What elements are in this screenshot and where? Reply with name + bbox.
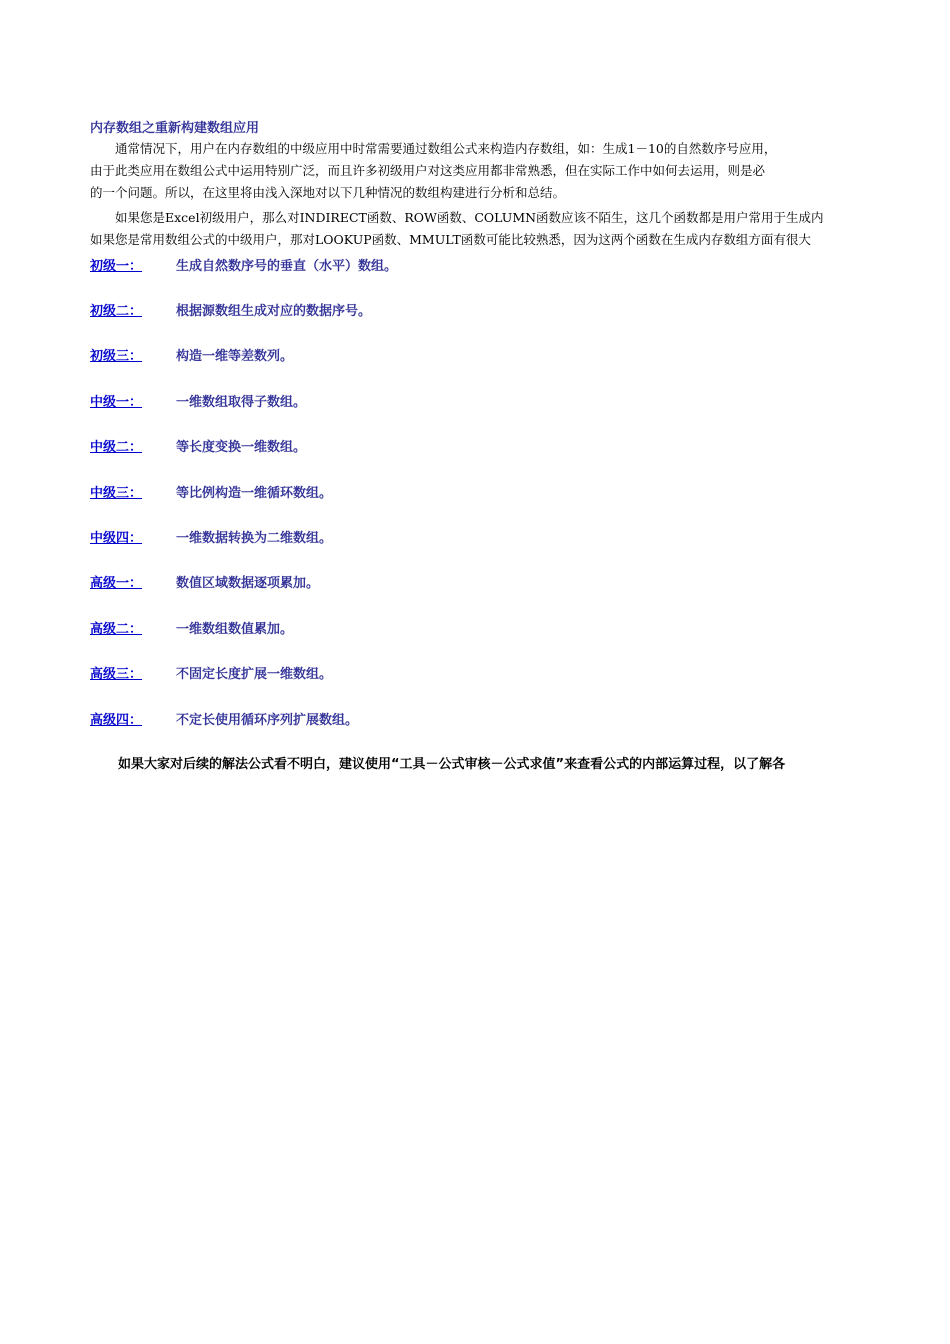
toc-desc: 生成自然数序号的垂直（水平）数组。 bbox=[176, 259, 398, 274]
toc-link-advanced-2[interactable]: 高级二： bbox=[90, 622, 143, 637]
footer-note: 如果大家对后续的解法公式看不明白，建议使用“工具－公式审核－公式求值”来查看公式的内部运算过程，以了解各 bbox=[118, 757, 786, 772]
toc-link-basic-3[interactable]: 初级三： bbox=[90, 349, 143, 364]
toc-row bbox=[90, 663, 333, 683]
intro-line-4: 如果您是Excel初级用户，那么对INDIRECT函数、ROW函数、COLUMN函数应该不陌生，这几个函数都是用户常用于生成内 bbox=[90, 210, 824, 225]
toc-row bbox=[90, 300, 372, 320]
toc-desc: 一维数组数值累加。 bbox=[176, 622, 294, 637]
toc-row bbox=[90, 709, 359, 729]
toc-row bbox=[90, 572, 320, 592]
toc-link-basic-1[interactable]: 初级一： bbox=[90, 259, 143, 274]
toc-link-intermediate-2[interactable]: 中级二： bbox=[90, 440, 143, 455]
toc-link-intermediate-3[interactable]: 中级三： bbox=[90, 486, 143, 501]
toc-link-basic-2[interactable]: 初级二： bbox=[90, 304, 143, 319]
page-title: 内存数组之重新构建数组应用 bbox=[90, 121, 260, 136]
toc-link-advanced-3[interactable]: 高级三： bbox=[90, 667, 143, 682]
toc-desc: 数值区域数据逐项累加。 bbox=[176, 576, 320, 591]
toc-row bbox=[90, 482, 333, 502]
toc-desc: 构造一维等差数列。 bbox=[176, 349, 294, 364]
toc-desc: 不固定长度扩展一维数组。 bbox=[176, 667, 333, 682]
toc-row bbox=[90, 391, 307, 411]
toc-desc: 等长度变换一维数组。 bbox=[176, 440, 307, 455]
intro-line-3: 的一个问题。所以，在这里将由浅入深地对以下几种情况的数组构建进行分析和总结。 bbox=[90, 185, 566, 200]
toc-link-advanced-4[interactable]: 高级四： bbox=[90, 713, 143, 728]
toc-desc: 一维数据转换为二维数组。 bbox=[176, 531, 333, 546]
toc-row bbox=[90, 527, 333, 547]
toc-row bbox=[90, 436, 307, 456]
toc-desc: 一维数组取得子数组。 bbox=[176, 395, 307, 410]
toc-row bbox=[90, 255, 398, 275]
toc-link-intermediate-4[interactable]: 中级四： bbox=[90, 531, 143, 546]
toc-link-advanced-1[interactable]: 高级一： bbox=[90, 576, 143, 591]
toc-desc: 不定长使用循环序列扩展数组。 bbox=[176, 713, 359, 728]
toc-desc: 等比例构造一维循环数组。 bbox=[176, 486, 333, 501]
intro-line-1: 通常情况下，用户在内存数组的中级应用中时常需要通过数组公式来构造内存数组，如：生成1－10的自然数序号应用， bbox=[90, 141, 777, 156]
toc-desc: 根据源数组生成对应的数据序号。 bbox=[176, 304, 372, 319]
toc-row bbox=[90, 345, 294, 365]
toc-row bbox=[90, 618, 294, 638]
intro-line-2: 由于此类应用在数组公式中运用特别广泛，而且许多初级用户对这类应用都非常熟悉，但在实际工作中如何去运用，则是必 bbox=[90, 163, 766, 178]
worksheet bbox=[90, 0, 862, 1344]
intro-line-5: 如果您是常用数组公式的中级用户，那对LOOKUP函数、MMULT函数可能比较熟悉，因为这两个函数在生成内存数组方面有很大 bbox=[90, 232, 811, 247]
toc-link-intermediate-1[interactable]: 中级一： bbox=[90, 395, 143, 410]
